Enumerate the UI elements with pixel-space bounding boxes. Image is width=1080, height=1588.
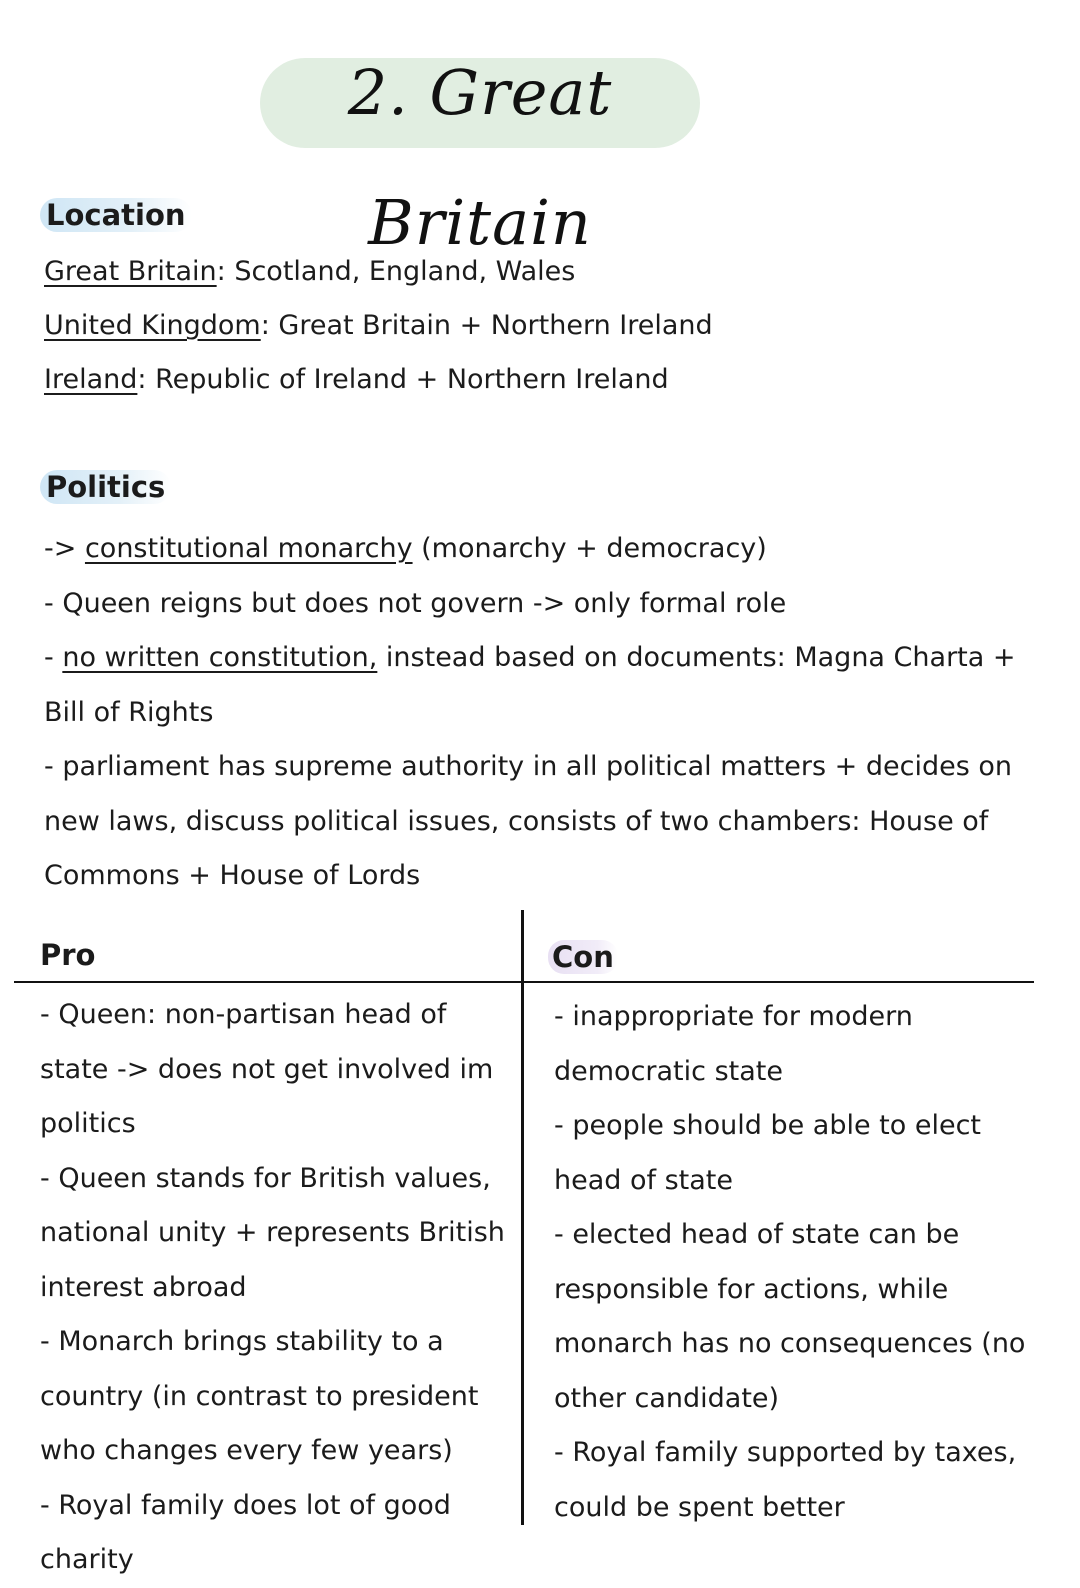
politics-point-constitution (44, 631, 1044, 740)
pro-column (40, 988, 510, 1588)
location-row-ireland (44, 353, 669, 407)
con-heading: Con (548, 940, 618, 974)
location-text: : Great Britain + Northern Ireland (260, 310, 713, 341)
location-term: Ireland (44, 364, 138, 395)
pro-heading: Pro (40, 938, 96, 972)
arrow-prefix: -> (44, 533, 85, 564)
politics-heading: Politics (40, 470, 171, 504)
con-item: - elected head of state can be responsible for actions, while monarch has no consequences (no other candidate) (554, 1219, 1026, 1414)
con-item: - inappropriate for modern democratic state (554, 1001, 913, 1087)
con-column (554, 990, 1054, 1535)
location-row-great-britain (44, 245, 575, 299)
key-term: no written constitution, (62, 642, 378, 673)
con-item: - Royal family supported by taxes, could be spent better (554, 1437, 1017, 1523)
pro-item: - Queen: non-partisan head of state -> does not get involved im politics (40, 999, 494, 1139)
politics-point-parliament: - parliament has supreme authority in all political matters + decides on new laws, discuss political issues, consists of two chambers: House of Commons + House of Lords (44, 751, 1012, 891)
page-title: 2. Great Britain (347, 56, 613, 259)
politics-text: instead based on documents: Magna Charta + Bill of Rights (44, 642, 1016, 728)
politics-point-system (44, 522, 1044, 577)
location-term: United Kingdom (44, 310, 261, 341)
politics-text: (monarchy + democracy) (412, 533, 767, 564)
location-text: : Republic of Ireland + Northern Ireland (137, 364, 669, 395)
con-item: - people should be able to elect head of state (554, 1110, 982, 1196)
location-heading: Location (40, 198, 192, 232)
pro-item: - Monarch brings stability to a country (in contrast to president who changes every few years) (40, 1326, 479, 1466)
pro-item: - Royal family does lot of good charity (40, 1489, 451, 1575)
location-term: Great Britain (44, 256, 217, 287)
table-divider-vertical (521, 910, 524, 1525)
politics-notes (44, 522, 1044, 904)
table-divider-horizontal (14, 981, 1034, 983)
politics-point-queen: - Queen reigns but does not govern -> only formal role (44, 587, 787, 619)
location-row-united-kingdom (44, 299, 713, 353)
page-title-block (240, 28, 720, 259)
location-text: : Scotland, England, Wales (216, 256, 576, 287)
key-term: constitutional monarchy (84, 533, 413, 564)
dash-prefix: - (44, 642, 63, 673)
pro-item: - Queen stands for British values, national unity + represents British interest abroad (40, 1162, 505, 1303)
